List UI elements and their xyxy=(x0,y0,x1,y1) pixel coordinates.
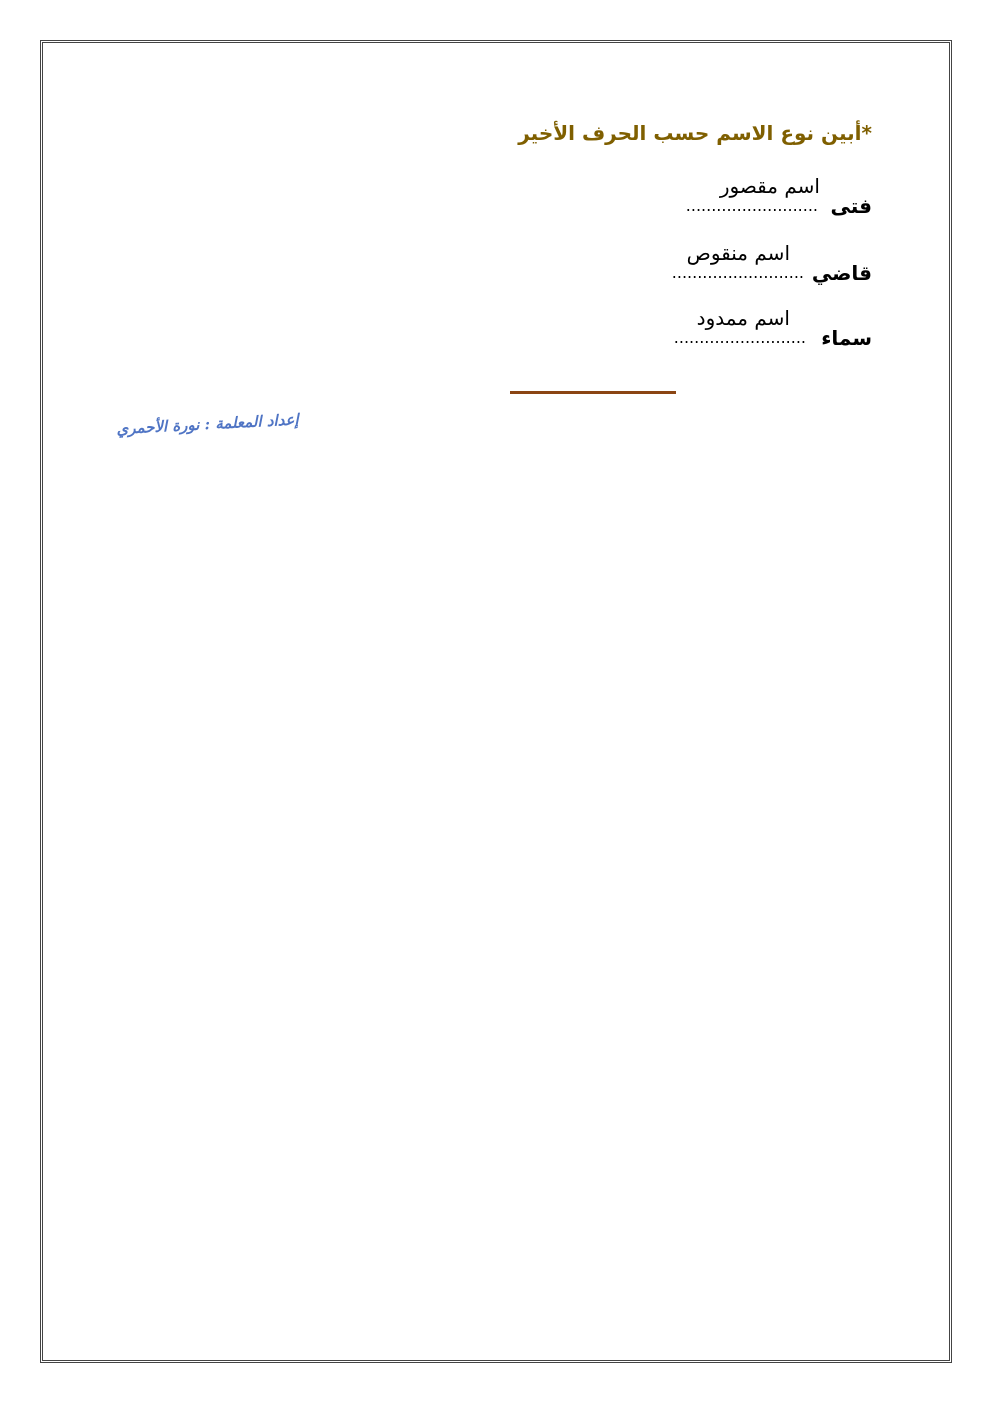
answer-blank: .......................... xyxy=(673,328,806,347)
author-signature: إعداد المعلمة : نورة الأحمري xyxy=(116,410,300,438)
answer-blank: .......................... xyxy=(685,196,818,215)
exercise-word: فتى xyxy=(830,194,872,218)
worksheet-heading: *أبين نوع الاسم حسب الحرف الأخير xyxy=(518,121,872,145)
exercise-word: قاضي xyxy=(811,261,872,285)
answer-blank: .......................... xyxy=(671,263,804,282)
exercise-answer: اسم منقوص xyxy=(686,241,790,265)
exercise-answer: اسم مقصور xyxy=(719,174,820,198)
exercise-word: سماء xyxy=(821,326,872,350)
page-border xyxy=(40,40,952,1363)
section-divider xyxy=(510,391,676,394)
exercise-answer: اسم ممدود xyxy=(696,306,790,330)
